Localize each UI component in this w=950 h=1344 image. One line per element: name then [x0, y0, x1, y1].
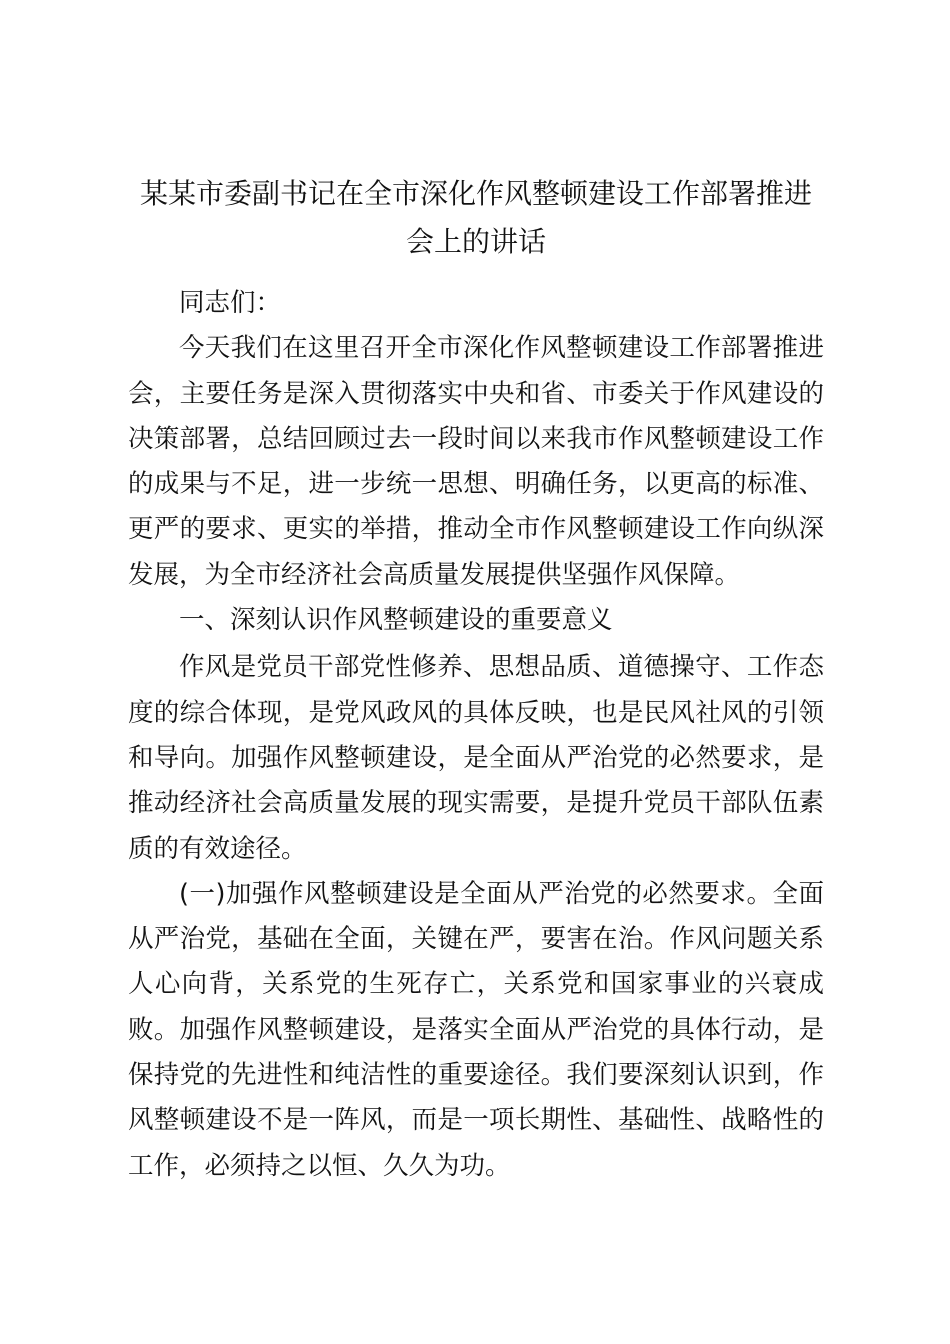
section-1-heading: 一、深刻认识作风整顿建设的重要意义 [179, 605, 613, 636]
section-1-intro: 作风是党员干部党性修养、思想品质、道德操守、工作态度的综合体现，是党风政风的具体反映，也是民风社风的引领和导向。加强作风整顿建设，是全面从严治党的必然要求，是推动经济社会高质量发展的现实需要，是提升党员干部队伍素质的有效途径。 [128, 652, 824, 864]
title-line-2: 会上的讲话 [405, 225, 546, 258]
title-line-1: 某某市委副书记在全市深化作风整顿建设工作部署推进 [139, 177, 812, 210]
document-title [128, 170, 824, 266]
section-1-point-1: (一)加强作风整顿建设是全面从严治党的必然要求。全面从严治党，基础在全面，关键在严，要害在治。作风问题关系人心向背，关系党的生死存亡，关系党和国家事业的兴衰成败。加强作风整顿建设，是落实全面从严治党的具体行动，是保持党的先进性和纯洁性的重要途径。我们要深刻认识到，作风整顿建设不是一阵风，而是一项长期性、基础性、战略性的工作，必须持之以恒、久久为功。 [128, 878, 824, 1181]
salutation: 同志们： [179, 288, 282, 318]
document-body [128, 170, 824, 1189]
opening-paragraph: 今天我们在这里召开全市深化作风整顿建设工作部署推进会，主要任务是深入贯彻落实中央和省、市委关于作风建设的决策部署，总结回顾过去一段时间以来我市作风整顿建设工作的成果与不足，进一步统一思想、明确任务，以更高的标准、更严的要求、更实的举措，推动全市作风整顿建设工作向纵深发展，为全市经济社会高质量发展提供坚强作风保障。 [128, 333, 824, 590]
